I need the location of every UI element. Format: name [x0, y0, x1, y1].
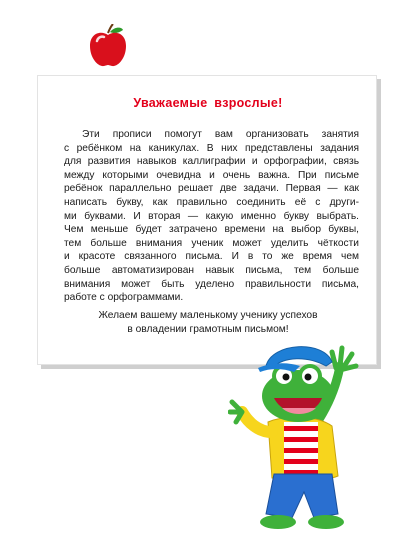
body-line: с ребёнком на каникулах. В них представлены задания [64, 142, 359, 154]
body-line: ми буквами. И вторая — какую именно букву выбрать. [64, 210, 359, 222]
closing-line: в овладении грамотным письмом! [127, 323, 289, 335]
apple-icon [88, 24, 128, 68]
body-line: для развития навыков каллиграфии и орфографии, связь [64, 156, 359, 168]
body-line: между которыми очевидна и очень важна. При письме [64, 169, 359, 181]
body-line: Чем меньше будет затрачено времени на выбор буквы, [64, 224, 359, 236]
body-line-last: работе с орфограммами. [64, 292, 184, 304]
info-card [37, 75, 377, 365]
body-line: больше автоматизирован навык письма, тем больше [64, 264, 359, 276]
frog-mascot [228, 336, 368, 536]
card-body [64, 128, 359, 305]
closing-wish [38, 309, 378, 336]
body-line: внимания может быть уделено правильности письма, [64, 278, 359, 290]
closing-line: Желаем вашему маленькому ученику успехов [98, 310, 318, 321]
body-line: и красоте связанного письма. И в то же время чем [64, 251, 359, 263]
card-title: Уважаемые взрослые! [133, 96, 283, 110]
body-line: тем больше внимания ученик может уделить чёткости [64, 237, 359, 249]
body-line: написать букву, как правильно соединить её с други- [64, 196, 359, 208]
body-line: Эти прописи помогут вам организовать занятия [82, 129, 359, 140]
body-line: ребёнок параллельно решает две задачи. Первая — как [64, 183, 359, 195]
